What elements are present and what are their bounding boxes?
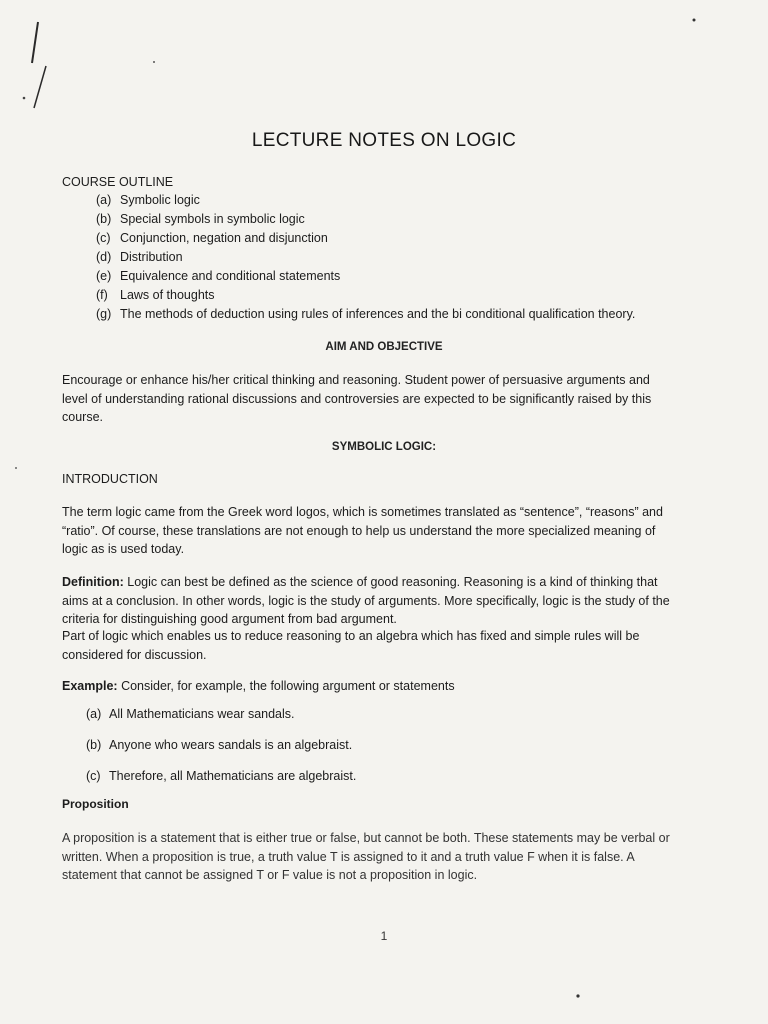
example-list bbox=[86, 707, 356, 800]
example-text: Consider, for example, the following argument or statements bbox=[117, 679, 455, 693]
outline-item: (f) Laws of thoughts bbox=[96, 288, 215, 302]
outline-item: (d) Distribution bbox=[96, 250, 183, 264]
introduction-paragraph: The term logic came from the Greek word logos, which is sometimes translated as “sentence”, “reasons” and “ratio”. Of course, these translations are not enough to help us understand the more specialized meaning of logic as is used today. bbox=[62, 505, 663, 556]
outline-item: (e) Equivalence and conditional statements bbox=[96, 269, 341, 283]
example-paragraph bbox=[62, 677, 678, 696]
example-label: Example: bbox=[62, 679, 118, 693]
course-outline-heading: COURSE OUTLINE bbox=[62, 175, 174, 189]
document-title: LECTURE NOTES ON LOGIC bbox=[251, 130, 517, 151]
aim-paragraph: Encourage or enhance his/her critical thinking and reasoning. Student power of persuasive arguments and level of understanding rational discussions and controversies are expected to be significantly raised by this course. bbox=[62, 373, 652, 424]
outline-item: (a) Symbolic logic bbox=[96, 193, 200, 207]
course-outline-list bbox=[96, 193, 635, 326]
example-item: (b) Anyone who wears sandals is an algebraist. bbox=[86, 738, 353, 752]
part-of-logic-paragraph: Part of logic which enables us to reduce reasoning to an algebra which has fixed and simple rules will be considered for discussion. bbox=[62, 629, 640, 662]
introduction-heading: INTRODUCTION bbox=[62, 472, 158, 486]
proposition-paragraph: A proposition is a statement that is either true or false, but cannot be both. These statements may be verbal or written. When a proposition is true, a truth value T is assigned to it and a truth value F when it is false. A statement that cannot be assigned T or F value is not a proposition in logic. bbox=[62, 831, 670, 882]
example-item: (a) All Mathematicians wear sandals. bbox=[86, 707, 295, 721]
outline-item: (b) Special symbols in symbolic logic bbox=[96, 212, 305, 226]
definition-paragraph bbox=[62, 573, 678, 629]
outline-item: (g) The methods of deduction using rules of inferences and the bi conditional qualification theory. bbox=[96, 307, 636, 321]
example-item: (c) Therefore, all Mathematicians are algebraist. bbox=[86, 769, 357, 783]
aim-heading: AIM AND OBJECTIVE bbox=[325, 341, 443, 353]
definition-text: Logic can best be defined as the science of good reasoning. Reasoning is a kind of thinking that aims at a conclusion. In other words, logic is the study of arguments. More specifically, logic is the study of the criteria for distinguishing good argument from bad argument. bbox=[62, 575, 670, 626]
page-number: 1 bbox=[380, 929, 388, 943]
proposition-heading: Proposition bbox=[62, 797, 129, 811]
symbolic-logic-heading: SYMBOLIC LOGIC: bbox=[331, 441, 437, 453]
outline-item: (c) Conjunction, negation and disjunction bbox=[96, 231, 328, 245]
definition-label: Definition: bbox=[62, 575, 124, 589]
